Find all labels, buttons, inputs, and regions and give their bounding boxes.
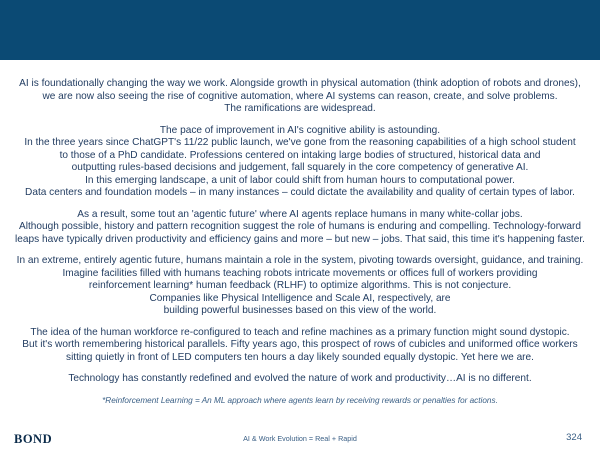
text-line: leaps have typically driven productivity and efficiency gains and more – but new – jobs. That said, this time it's happening faster. [15,233,585,245]
bond-logo: BOND [14,432,53,446]
footer-section-title: AI & Work Evolution = Real + Rapid [243,434,357,443]
text-line: Technology has constantly redefined and evolved the nature of work and productivity…AI is no different. [68,373,532,384]
header-band [0,0,600,60]
text-line: The idea of the human workforce re-configured to teach and refine machines as a primary function might sound dystopic. [30,326,570,338]
text-line: Imagine facilities filled with humans teaching robots intricate movements or offices full of workers providing [62,267,538,279]
body-content [0,78,600,407]
text-line: Data centers and foundation models – in many instances – could dictate the availability and quality of certain types of labor. [25,187,575,198]
text-line: In an extreme, entirely agentic future, humans maintain a role in the system, pivoting towards oversight, guidance, and training. [16,255,584,266]
text-line: In this emerging landscape, a unit of labor could shift from human hours to computational power. [85,174,515,186]
text-line: sitting quietly in front of LED computers ten hours a day likely sounded equally dystopic. Yet here we are. [66,351,534,363]
text-line: outputting rules-based decisions and judgement, fall squarely in the core competency of generative AI. [71,162,529,173]
text-line: As a result, some tout an 'agentic future' where AI agents replace humans in many white-collar jobs. [77,208,523,220]
text-line: AI is foundationally changing the way we work. Alongside growth in physical automation (think adoption of robots and drones), [19,78,581,89]
text-line: Although possible, history and pattern recognition suggest the role of humans is enduring and compelling. Technology-forward [18,221,582,232]
page-number: 324 [566,432,582,443]
text-line: The ramifications are widespread. [224,103,376,114]
text-line: building powerful businesses based on this view of the world. [163,305,437,316]
text-line: Companies like Physical Intelligence and Scale AI, respectively, are [149,292,451,304]
paragraph-agentic-future [0,209,600,247]
paragraph-extreme-future [0,255,600,318]
paragraph-dystopic [0,327,600,365]
text-line: to those of a PhD candidate. Professions centered on intaking large bodies of structured, historical data and [59,149,541,161]
text-line: In the three years since ChatGPT's 11/22 public launch, we've gone from the reasoning capabilities of a high school student [24,137,576,148]
paragraph-intro [0,78,600,116]
text-line: But it's worth remembering historical parallels. Fifty years ago, this prospect of rows of cubicles and uniformed office workers [22,339,578,350]
paragraph-conclusion [0,373,600,386]
footer [0,428,600,450]
text-line: The pace of improvement in AI's cognitive ability is astounding. [159,124,441,136]
text-line: reinforcement learning* human feedback (RLHF) to optimize algorithms. This is not conjecture. [88,280,512,291]
footnote: *Reinforcement Learning = An ML approach where agents learn by receiving rewards or penalties for actions. [102,395,498,405]
paragraph-pace [0,125,600,200]
text-line: we are now also seeing the rise of cognitive automation, where AI systems can reason, create, and solve problems. [42,90,558,102]
